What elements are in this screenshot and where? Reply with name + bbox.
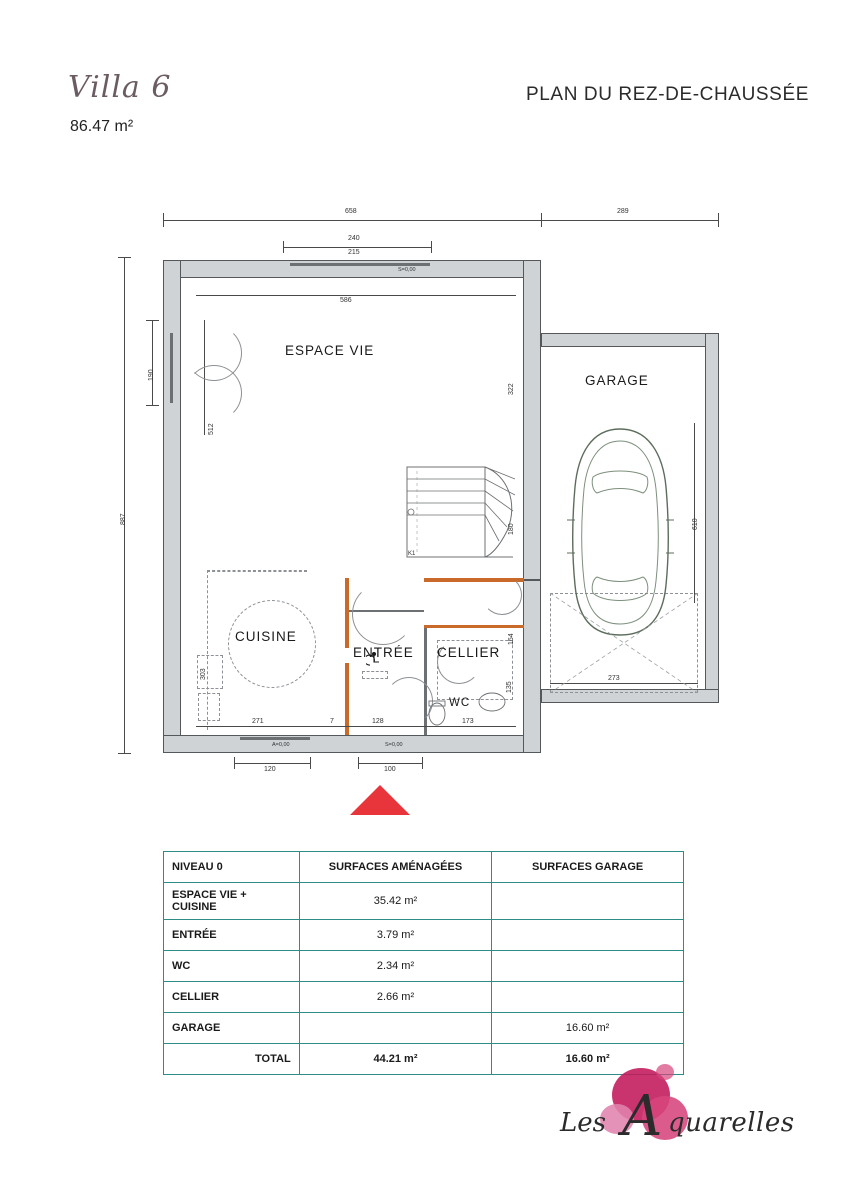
dim-240: 240 (348, 235, 360, 242)
surfaces-table (163, 851, 684, 1075)
dim-512: 512 (208, 423, 215, 435)
table-row (164, 1013, 684, 1044)
logo-blot-4 (656, 1064, 674, 1080)
dim-line-190 (152, 320, 153, 405)
dim-tick (718, 213, 719, 227)
brand-logo (560, 1060, 830, 1160)
dim-tick (118, 257, 131, 258)
row-label-espace-vie-cuisine: ESPACE VIE + CUISINE (164, 883, 300, 920)
dim-215: 215 (348, 249, 360, 256)
row-value-wc-amenagees: 2.34 m² (299, 951, 492, 982)
parking-cross (550, 593, 700, 695)
row-value-wc-garage (492, 951, 684, 982)
sink-icon (477, 691, 507, 713)
dim-273: 273 (608, 675, 620, 682)
row-label-entree: ENTRÉE (164, 920, 300, 951)
dim-line-120 (234, 763, 310, 764)
dim-887: 887 (120, 513, 127, 525)
row-label-wc: WC (164, 951, 300, 982)
garage-wall-top (541, 333, 719, 347)
villa-total-area: 86.47 m² (70, 118, 134, 135)
row-value-espace-vie-amenagees: 35.42 m² (299, 883, 492, 920)
page-header (0, 0, 849, 170)
dim-line-bottom-interior (196, 726, 516, 727)
table-header-level: NIVEAU 0 (164, 852, 300, 883)
dim-tick (431, 241, 432, 253)
wall-right-upper (523, 260, 541, 580)
row-label-garage: GARAGE (164, 1013, 300, 1044)
dim-line-240 (283, 247, 431, 248)
room-label-espace-vie: ESPACE VIE (285, 343, 375, 358)
table-row (164, 883, 684, 920)
window-bottom (240, 737, 310, 740)
table-header-row (164, 852, 684, 883)
dim-610: 610 (692, 518, 699, 530)
dim-line-top-outer (163, 220, 719, 221)
staircase (403, 465, 525, 583)
door-swing-entree (352, 583, 414, 645)
room-label-garage: GARAGE (585, 373, 649, 388)
kitchen-table (228, 600, 316, 688)
dim-322: 322 (508, 383, 515, 395)
window-left (170, 333, 173, 403)
partition-entree-left-lower (345, 663, 349, 735)
dim-line-100 (358, 763, 422, 764)
window-top (290, 263, 430, 266)
floor-plan-drawing (0, 185, 849, 825)
dim-303: 303 (200, 668, 207, 680)
kitchen-counter-top (207, 570, 307, 572)
dim-line-586 (196, 295, 516, 296)
dim-tick (422, 757, 423, 769)
level-note: S=0,00 (398, 267, 416, 273)
dim-tick (283, 241, 284, 253)
wall-bottom (163, 735, 541, 753)
partition-cellier-bottom-shelf (424, 625, 524, 628)
dim-tick (146, 320, 159, 321)
table-header-garage: SURFACES GARAGE (492, 852, 684, 883)
dim-120: 120 (264, 766, 276, 773)
partition-entree-left-upper (345, 578, 349, 648)
dim-tick (146, 405, 159, 406)
dim-7: 7 (330, 718, 334, 725)
dim-tick (310, 757, 311, 769)
kitchen-appliance (198, 693, 220, 721)
room-label-cellier: CELLIER (437, 645, 501, 660)
table-row (164, 951, 684, 982)
row-value-entree-amenagees: 3.79 m² (299, 920, 492, 951)
room-label-wc: WC (449, 697, 471, 709)
table-header-amenagees: SURFACES AMÉNAGÉES (299, 852, 492, 883)
row-value-total-amenagees: 44.21 m² (299, 1044, 492, 1075)
dim-271: 271 (252, 718, 264, 725)
table-row (164, 920, 684, 951)
dim-658: 658 (345, 208, 357, 215)
entry-direction-marker (350, 785, 410, 815)
villa-title: Villa 6 (68, 70, 172, 105)
dim-135: 135 (506, 681, 513, 693)
row-label-total: TOTAL (164, 1044, 300, 1075)
dim-tick (234, 757, 235, 769)
page-title: PLAN DU REZ-DE-CHAUSSÉE (525, 84, 809, 105)
room-label-entree: ENTRÉE (353, 645, 414, 660)
level-note-bottom-2: S=0,00 (385, 742, 403, 748)
kitchen-sink (197, 655, 223, 689)
table-row (164, 982, 684, 1013)
logo-word-quarelles: quarelles (668, 1108, 795, 1138)
level-note-bottom: A=0,00 (272, 742, 290, 748)
dim-128: 128 (372, 718, 384, 725)
row-value-total-garage: 16.60 m² (492, 1044, 684, 1075)
dim-line-left-outer (124, 257, 125, 753)
wall-right-lower (523, 580, 541, 753)
dim-line-610 (694, 423, 695, 603)
row-value-cellier-garage (492, 982, 684, 1013)
dim-tick (163, 213, 164, 227)
dim-586: 586 (340, 297, 352, 304)
row-value-garage-garage: 16.60 m² (492, 1013, 684, 1044)
dim-tick (118, 753, 131, 754)
row-value-entree-garage (492, 920, 684, 951)
room-label-cuisine: CUISINE (235, 629, 297, 644)
logo-word-les: Les (560, 1108, 606, 1138)
dim-154: 154 (508, 633, 515, 645)
row-value-espace-vie-garage (492, 883, 684, 920)
dim-190: 190 (148, 369, 155, 381)
row-label-cellier: CELLIER (164, 982, 300, 1013)
door-swing-left-window-2 (186, 365, 242, 421)
dim-173: 173 (462, 718, 474, 725)
row-value-garage-amenagees (299, 1013, 492, 1044)
dim-tick (358, 757, 359, 769)
garage-wall-right (705, 333, 719, 703)
dim-180: 180 (508, 523, 515, 535)
logo-letter-a: A (622, 1084, 663, 1149)
stair-mark: K1 (408, 551, 416, 557)
dim-100: 100 (384, 766, 396, 773)
row-value-cellier-amenagees: 2.66 m² (299, 982, 492, 1013)
dim-289: 289 (617, 208, 629, 215)
dim-tick (541, 213, 542, 227)
accessibility-label-box (362, 671, 388, 679)
